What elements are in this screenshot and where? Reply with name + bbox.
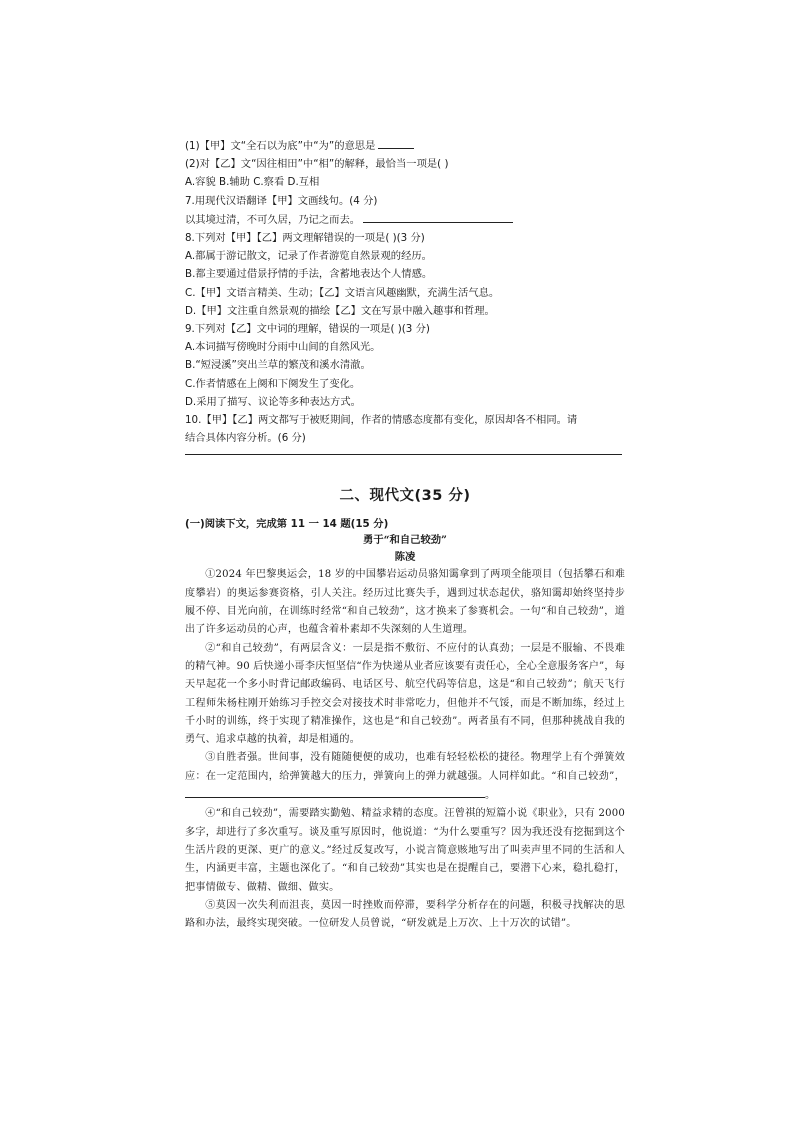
question-line xyxy=(185,338,625,356)
question-text: B.都主要通过借景抒情的手法，含蓄地表达个人情感。 xyxy=(185,268,433,281)
question-list xyxy=(185,136,625,411)
fill-in-blank[interactable] xyxy=(185,786,485,798)
question-text: A.都属于游记散文，记录了作者游览自然景观的经历。 xyxy=(185,250,432,263)
question-10-line2: 结合具体内容分析。(6 分) xyxy=(185,432,306,445)
article-paragraph xyxy=(185,749,625,805)
question-10-line1: 10.【甲】【乙】两文都写于被贬期间，作者的情感态度都有变化，原因却各不相同。请 xyxy=(185,414,578,427)
question-line xyxy=(185,265,625,283)
article-author: 陈凌 xyxy=(394,551,416,564)
question-line xyxy=(185,284,625,302)
question-line xyxy=(185,229,625,247)
question-text: 9.下列对【乙】文中词的理解，错误的一项是( )(3 分) xyxy=(185,323,430,336)
answer-blank[interactable] xyxy=(363,210,513,223)
exam-sheet xyxy=(185,136,625,933)
article-title: 勇于“和自己较劲” xyxy=(363,534,447,547)
question-line xyxy=(185,393,625,411)
question-text: D.采用了描写、议论等多种表达方式。 xyxy=(185,395,361,408)
paragraph-text: ①2024 年巴黎奥运会，18 岁的中国攀岩运动员骆知霭拿到了两项全能项目（包括攀石和难度攀岩）的奥运参赛资格，引人关注。经历过比赛失手，遇到过状态起伏，骆知霭却始终坚持步履不停、目光向前，在训练时经常“和自己较劲”，这才换来了参赛机会。一句“和自己较劲”，道出了许多运动员的心声，也蕴含着朴素却不失深刻的人生道理。 xyxy=(185,569,625,636)
answer-blank[interactable] xyxy=(378,136,414,149)
article-paragraph xyxy=(185,805,625,896)
question-line xyxy=(185,302,625,320)
answer-line xyxy=(185,454,622,455)
question-line xyxy=(185,320,625,338)
question-text: C.【甲】文语言精美、生动；【乙】文语言风趣幽默，充满生活气息。 xyxy=(185,286,500,299)
question-line xyxy=(185,247,625,265)
question-text: A.本词描写傍晚时分雨中山间的自然风光。 xyxy=(185,341,381,354)
reading-instruction: (一)阅读下文，完成第 11 一 14 题(15 分) xyxy=(185,518,389,531)
question-line xyxy=(185,173,625,191)
question-text: 以其境过清，不可久居，乃记之而去。 xyxy=(185,213,361,226)
paragraph-text: ③自胜者强。世间事，没有随随便便的成功，也难有轻轻松松的捷径。物理学上有个弹簧效应：在一定范围内，给弹簧越大的压力，弹簧向上的弹力就越强。人同样如此。“和自己较劲”， xyxy=(185,752,625,782)
question-line xyxy=(185,155,625,173)
question-text: (2)对【乙】文“因往相田”中“相”的解释，最恰当一项是( ) xyxy=(185,158,449,171)
question-text: C.作者情感在上阕和下阕发生了变化。 xyxy=(185,377,361,390)
question-line xyxy=(185,192,625,210)
question-text: A.容貌 B.辅助 C.察看 D.互相 xyxy=(185,176,320,189)
question-text: B.“短浸溪”突出兰草的繁茂和溪水清澈。 xyxy=(185,359,371,372)
article-body xyxy=(185,566,625,933)
section-title: 二、现代文(35 分) xyxy=(339,488,471,505)
question-text: 7.用现代汉语翻译【甲】文画线句。(4 分) xyxy=(185,194,378,207)
question-line xyxy=(185,136,625,155)
question-text: (1)【甲】文“全石以为底”中“为”的意思是 xyxy=(185,140,376,152)
question-text: D.【甲】文注重自然景观的描绘【乙】文在写景中融入趣事和哲理。 xyxy=(185,304,495,317)
question-line xyxy=(185,375,625,393)
question-text: 8.下列对【甲】【乙】两文理解错误的一项是( )(3 分) xyxy=(185,232,425,245)
paragraph-text: ⑤莫因一次失利而沮丧，莫因一时挫败而停滞，要科学分析存在的问题，积极寻找解决的思路和办法，最终实现突破。一位研发人员曾说，“研发就是上万次、上十万次的试错”。 xyxy=(185,899,625,930)
article-paragraph xyxy=(185,566,625,639)
article-paragraph xyxy=(185,640,625,750)
question-line xyxy=(185,210,625,229)
article-paragraph xyxy=(185,897,625,934)
question-line xyxy=(185,356,625,374)
paragraph-tail: 。 xyxy=(485,790,496,802)
paragraph-text: ④“和自己较劲”，需要踏实勤勉、精益求精的态度。汪曾祺的短篇小说《职业》，只有 2000 多字，却进行了多次重写。谈及重写原因时，他说道：“为什么要重写？因为我还没有挖掘到这个生活片段的更深、更广的意义。”经过反复改写，小说言简意赅地写出了叫卖声里不同的生活和人生，内涵更丰富，主题也深化了。“和自己较劲”其实也是在提醒自己，要潜下心来，稳扎稳打，把事情做专、做精、做细、做实。 xyxy=(185,808,625,893)
paragraph-text: ②“和自己较劲”，有两层含义：一层是指不敷衍、不应付的认真劲；一层是不服输、不畏难的精气神。90 后快递小哥李庆恒坚信“作为快递从业者应该要有责任心，全心全意服务客户”，每天早起花一个多小时背记邮政编码、电话区号、航空代码等信息，这是“和自己较劲”；航天飞行工程师朱杨柱刚开始练习手控交会对接技术时非常吃力，但他并不气馁，而是不断加练，经过上千小时的训练，终于实现了精准操作，这也是“和自己较劲”。两者虽有不同，但那种挑战自我的勇气、追求卓越的执着，却是相通的。 xyxy=(185,642,625,746)
